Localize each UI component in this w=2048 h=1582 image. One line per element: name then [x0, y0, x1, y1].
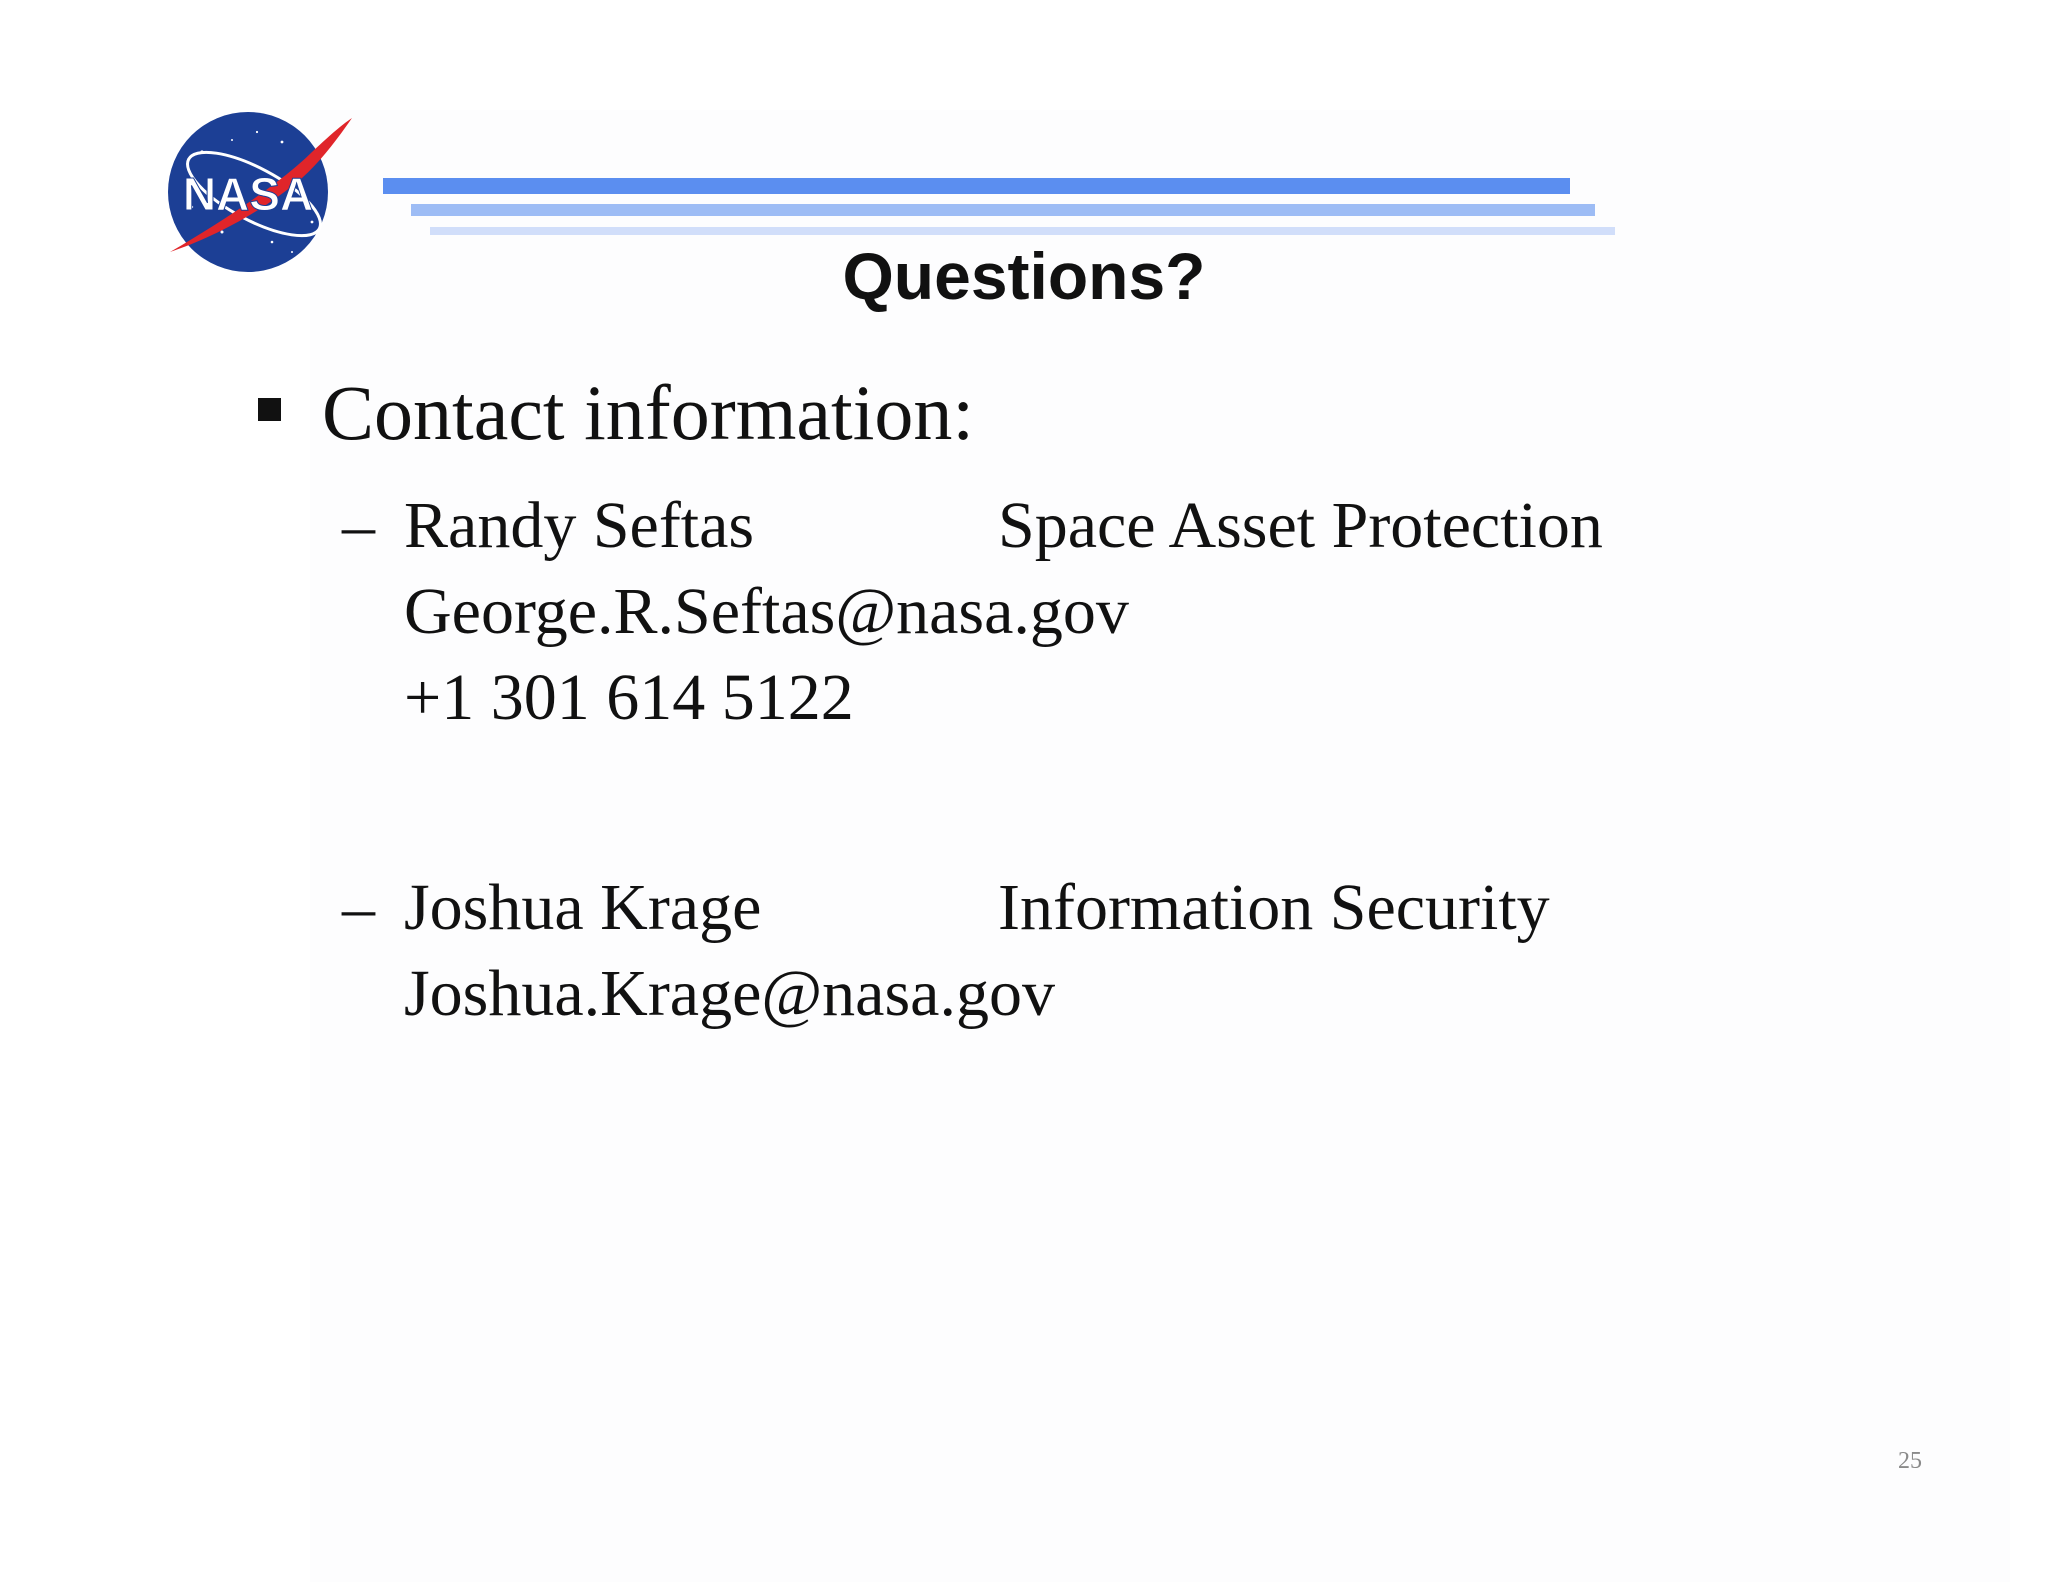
bullet-square-icon	[258, 398, 281, 421]
slide-background	[310, 110, 2010, 1582]
nasa-logo-text: NASA	[182, 168, 314, 220]
contact-2-name: Joshua Krage	[404, 871, 762, 944]
header-rule-tertiary	[430, 227, 1615, 235]
slide-title: Questions?	[842, 239, 1206, 313]
contact-2-dash: –	[342, 871, 375, 944]
contact-1-email: George.R.Seftas@nasa.gov	[404, 575, 1129, 648]
contact-1-department: Space Asset Protection	[998, 489, 1603, 562]
contact-1-dash: –	[342, 489, 375, 562]
contact-1-phone: +1 301 614 5122	[404, 661, 854, 734]
bullet-contact-heading: Contact information:	[322, 369, 975, 456]
header-rule-primary	[383, 178, 1570, 194]
contact-2-email: Joshua.Krage@nasa.gov	[404, 957, 1055, 1030]
page-number: 25	[1898, 1448, 1922, 1474]
contact-1-name: Randy Seftas	[404, 489, 755, 562]
contact-2-department: Information Security	[998, 871, 1550, 944]
header-rule-secondary	[411, 204, 1595, 216]
